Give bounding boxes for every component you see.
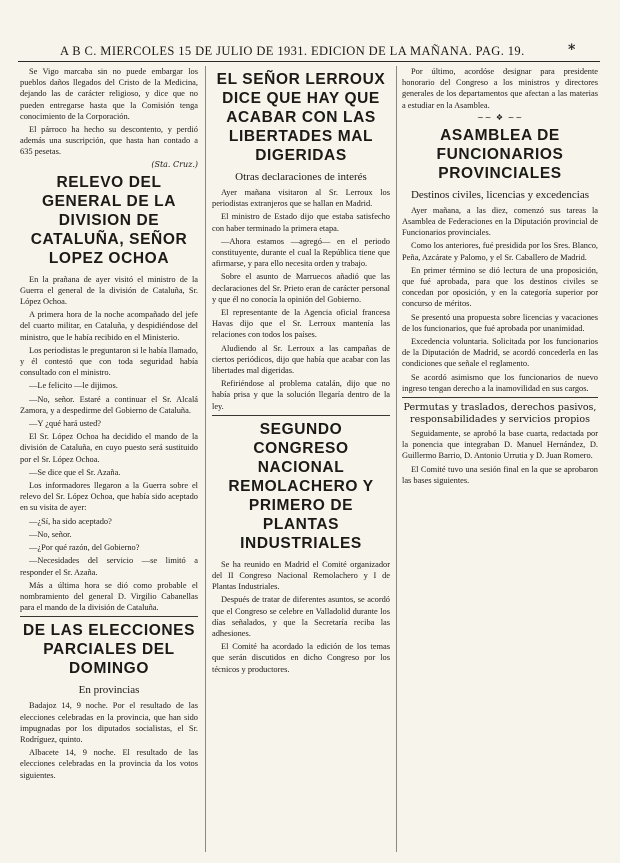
paragraph: En la prañana de ayer visitó el ministro de la Guerra el general de la división de Cataluña, Sr. López Ochoa.	[20, 274, 198, 307]
headline-elecciones: DE LAS ELECCIONES PARCIALES DEL DOMINGO	[22, 622, 196, 678]
paragraph: —¿Por qué razón, del Gobierno?	[29, 543, 140, 553]
paragraph: A primera hora de la noche acompañado del jefe del cuarto militar, en Cataluña, y despidiéndose del ministro, que le había recibido en el Ministerio.	[20, 310, 198, 342]
paragraph: Se presentó una propuesta sobre licencias y vacaciones de los funcionarios, que fué aprobada por unanimidad.	[402, 312, 598, 333]
paragraph: —Y ¿qué hará usted?	[29, 419, 102, 429]
paragraph: —Le felicito —le dijimos.	[29, 381, 118, 391]
paragraph: Aludiendo al Sr. Lerroux a las campañas de ciertos periódicos, dijo que había que acabar con las libertades mal digeridas.	[212, 343, 390, 376]
paragraph: Los periodistas le preguntaron si le había llamado, y él contestó que con toda seguridad había consultado con el ministro.	[20, 345, 198, 378]
column-divider-1	[205, 66, 206, 852]
paragraph: Más a última hora se dió como probable el nombramiento del general D. Virgilio Cabanellas para el mando de la división de Cataluña.	[20, 580, 198, 613]
paragraph: Los informadores llegaron a la Guerra sobre el relevo del Sr. López Ochoa, que había sido aceptado en su visita de ayer:	[20, 481, 198, 513]
paragraph: Seguidamente, se aprobó la base cuarta, redactada por la ponencia que integraban D. Manuel Hernández, D. Guillermo Barrio, D. Antonio Urrutia y D. Juan Romero.	[402, 429, 598, 461]
subheading: Destinos civiles, licencias y excedencias	[410, 188, 590, 201]
paragraph: —Necesidades del servicio —se limitó a responder el Sr. Azaña.	[20, 556, 198, 577]
paragraph: —No, señor. Estaré a continuar el Sr. Alcalá Zamora, y a despedirme del Gobierno de Cataluña.	[20, 394, 198, 415]
masthead: A B C. MIERCOLES 15 DE JULIO DE 1931. EDICION DE LA MAÑANA. PAG. 19.	[60, 44, 525, 58]
headline-relevo: RELEVO DEL GENERAL DE LA DIVISION DE CATALUÑA, SEÑOR LOPEZ OCHOA	[30, 173, 188, 267]
paragraph: Refiriéndose al problema catalán, dijo que no había prisa y que la solución llegaría dentro de la ley.	[212, 379, 390, 411]
paragraph: Se Vigo marcaba sin no puede embargar los pueblos daños llegados del Cristo de la Medicina, dejando las de carácter religioso, y dice que no pueden entregarse hasta que la Comisión tenga conocimiento de la Corporación.	[20, 67, 198, 121]
subheading: Otras declaraciones de interés	[235, 171, 367, 183]
column-3	[402, 66, 598, 856]
page-mark: *	[568, 42, 576, 58]
paragraph: Ayer mañana, a las diez, comenzó sus tareas la Asamblea de Federaciones en la Diputación provincial de Funcionarios provinciales.	[402, 205, 598, 238]
subheading: En provincias	[78, 684, 140, 697]
paragraph: —No, señor.	[29, 529, 72, 539]
paragraph: El Comité tuvo una sesión final en la que se aprobaron las bases siguientes.	[402, 464, 598, 485]
paragraph: El ministro de Estado dijo que estaba satisfecho con haber terminado la primera etapa.	[212, 212, 390, 233]
paragraph: Sobre el asunto de Marruecos añadió que las declaraciones del Sr. Prieto eran de carácter personal y que él no conocía la opinión del Gobierno.	[212, 272, 390, 304]
paragraph: Badajoz 14, 9 noche. Por el resultado de las elecciones celebradas en la provincia, que han sido impugnadas por los diputados socialistas, el Sr. Rodríguez, quinto.	[20, 701, 198, 744]
paragraph: Se acordó asimismo que los funcionarios de nuevo ingreso tengan derecho a la inamovilidad en sus cargos.	[402, 372, 598, 393]
paragraph: Se ha reunido en Madrid el Comité organizador del II Congreso Nacional Remolachero y I de Plantas Industriales.	[212, 559, 390, 592]
subheading-permutas: Permutas y traslados, derechos pasivos, responsabilidades y servicios propios	[403, 402, 597, 426]
top-rule	[18, 61, 600, 62]
paragraph: El representante de la Agencia oficial francesa Havas dijo que el Sr. Lerroux mantenía las relaciones con todos los países.	[212, 308, 390, 340]
column-1	[20, 66, 198, 856]
ornament: ~~ ❖ ~~	[476, 112, 524, 122]
paragraph: Después de tratar de diferentes asuntos, se acordó que el Congreso se celebre en Valladolid durante los días señalados, y que la Secretaría reciba las adhesiones.	[212, 595, 390, 639]
column-2	[212, 66, 390, 856]
paragraph: —¿Sí, ha sido aceptado?	[29, 516, 112, 526]
paragraph: Albacete 14, 9 noche. El resultado de las elecciones celebradas en la provincia da los votos siguientes.	[20, 748, 198, 780]
separator	[212, 415, 390, 416]
paragraph: El párroco ha hecho su descontento, y perdió además una suscripción, que hasta han contado a 635 pesetas.	[20, 125, 198, 157]
paragraph: El Sr. López Ochoa ha decidido el mando de la división de Cataluña, en cuyo puesto será sustituido por el Sr. López Ochoa.	[20, 432, 198, 464]
paragraph: Como los anteriores, fué presidida por los Sres. Blanco, Peña, Azcárate y Palomo, y el Sr. Caballero de Madrid.	[402, 241, 598, 262]
signature: (Sta. Cruz.)	[151, 159, 198, 169]
paragraph: —Ahora estamos —agregó— en el periodo constituyente, durante el cual la República tiene que afirmarse, y para ello necesita orden y trabajo.	[212, 236, 390, 269]
paragraph: Por último, acordóse designar para presidente honorario del Congreso a los ministros y directores generales de los departamentos que afectan a las materias a estudiar en la Asamblea.	[402, 67, 598, 110]
paragraph: En primer término se dió lectura de una proposición, que fué aprobada, para que los destinos civiles se concedan por oposición, y en la categoría superior por concurso de méritos.	[402, 265, 598, 309]
separator	[20, 616, 198, 617]
paragraph: El Comité ha acordado la edición de los temas que serán discutidos en dicho Congreso por los técnicos y productores.	[212, 642, 390, 674]
paragraph: Excedencia voluntaria. Solicitada por los funcionarios de la Diputación de Madrid, se acordó concederla en las condiciones que señale el reglamento.	[402, 337, 598, 369]
headline-lerroux: EL SEÑOR LERROUX DICE QUE HAY QUE ACABAR CON LAS LIBERTADES MAL DIGERIDAS	[216, 71, 386, 164]
headline-congreso: SEGUNDO CONGRESO NACIONAL REMOLACHERO Y PRIMERO DE PLANTAS INDUSTRIALES	[228, 420, 374, 552]
column-divider-2	[396, 66, 397, 852]
headline-asamblea: ASAMBLEA DE FUNCIONARIOS PROVINCIALES	[436, 126, 564, 182]
separator	[402, 397, 598, 398]
paragraph: —Se dice que el Sr. Azaña.	[29, 467, 121, 477]
paragraph: Ayer mañana visitaron al Sr. Lerroux los periodistas extranjeros que se hallan en Madrid.	[212, 188, 390, 209]
